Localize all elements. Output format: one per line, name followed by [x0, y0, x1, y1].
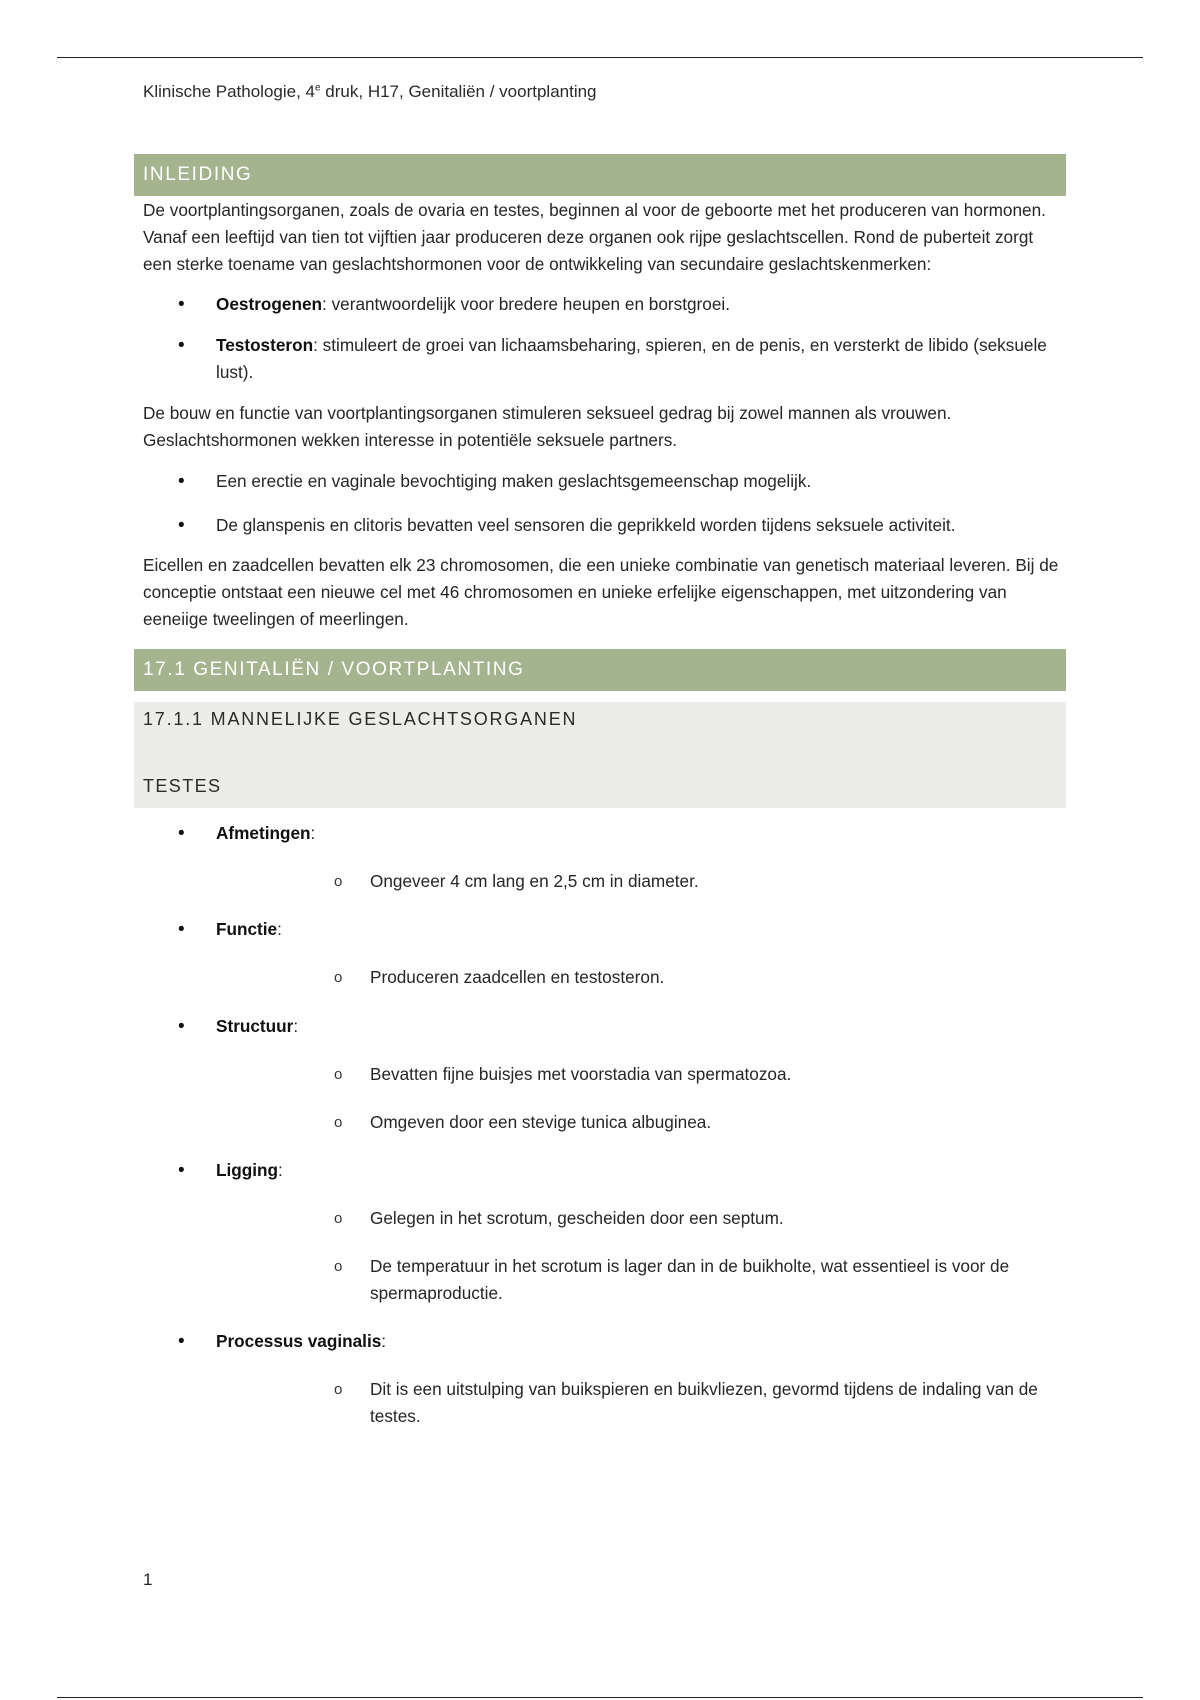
term-suffix: : — [278, 1160, 283, 1180]
subheading-testes: TESTES — [143, 776, 222, 796]
bottom-rule — [57, 1697, 1143, 1698]
bullet-text: : verantwoordelijk voor bredere heupen en borstgroei. — [322, 294, 730, 314]
sub-list-item: o De temperatuur in het scrotum is lager dan in de buikholte, wat essentieel is voor de spermaproductie. — [216, 1253, 1066, 1307]
testes-list — [134, 820, 1066, 1430]
sub-list-item: o Dit is een uitstulping van buikspieren en buikvliezen, gevormd tijdens de indaling van de testes. — [216, 1376, 1066, 1430]
sub-list-item: o Produceren zaadcellen en testosteron. — [216, 964, 1066, 991]
term-functie: Functie — [216, 919, 278, 939]
intro-paragraph-2: De bouw en functie van voortplantingsorganen stimuleren seksueel gedrag bij zowel mannen als vrouwen. Geslachtshormonen wekken interesse in potentiële seksuele partners. — [143, 403, 952, 450]
sub-list — [216, 964, 1066, 991]
sexual-function-list — [134, 468, 1066, 539]
sub-list-item: o Ongeveer 4 cm lang en 2,5 cm in diameter. — [216, 868, 1066, 895]
top-rule — [57, 57, 1143, 58]
list-item — [134, 1157, 1066, 1307]
subheading-mannelijke-geslachtsorganen: 17.1.1 MANNELIJKE GESLACHTSORGANEN — [143, 709, 578, 729]
intro-paragraph-1: De voortplantingsorganen, zoals de ovaria en testes, beginnen al voor de geboorte met het produceren van hormonen. Vanaf een leeftijd van tien tot vijftien jaar produceren deze organen ook rijpe geslachtscellen. Rond de puberteit zorgt een sterke toename van geslachtshormonen voor de ontwikkeling van secundaire geslachtskenmerken: — [143, 200, 1046, 274]
sub-list — [216, 1205, 1066, 1307]
bullet-text: : stimuleert de groei van lichaamsbeharing, spieren, en de penis, en versterkt de libido (seksuele lust). — [216, 335, 1047, 382]
list-item — [134, 820, 1066, 895]
intro-paragraph-3: Eicellen en zaadcellen bevatten elk 23 chromosomen, die een unieke combinatie van genetisch materiaal leveren. Bij de conceptie ontstaat een nieuwe cel met 46 chromosomen en unieke erfelijke eigenschappen, met uitzondering van eeneiige tweelingen of meerlingen. — [143, 555, 1059, 629]
list-item — [134, 291, 1066, 318]
header-superscript: e — [315, 82, 321, 94]
header-text-end: druk, H17, Genitaliën / voortplanting — [320, 82, 597, 101]
sub-list-item: o Omgeven door een stevige tunica albuginea. — [216, 1109, 1066, 1136]
list-item: • De glanspenis en clitoris bevatten veel sensoren die geprikkeld worden tijdens seksuele activiteit. — [134, 512, 1066, 539]
list-item — [134, 332, 1066, 386]
term-structuur: Structuur — [216, 1016, 294, 1036]
list-item — [134, 1328, 1066, 1430]
term-processus-vaginalis: Processus vaginalis — [216, 1331, 382, 1351]
section-heading-inleiding: INLEIDING — [134, 154, 1066, 196]
list-item — [134, 916, 1066, 991]
header-text: Klinische Pathologie, 4 — [143, 82, 316, 101]
term-suffix: : — [293, 1016, 299, 1036]
term-oestrogenen: Oestrogenen — [216, 294, 323, 314]
page-number: 1 — [143, 1570, 153, 1589]
page-content — [134, 154, 1066, 1430]
running-header — [143, 82, 597, 102]
term-suffix: : — [277, 919, 282, 939]
term-suffix: : — [310, 823, 316, 843]
subheading-box — [134, 702, 1066, 808]
hormones-list — [134, 291, 1066, 386]
sub-list — [216, 1376, 1066, 1430]
term-afmetingen: Afmetingen — [216, 823, 311, 843]
sub-list-item: o Gelegen in het scrotum, gescheiden door een septum. — [216, 1205, 1066, 1232]
section-heading-genitalien: 17.1 GENITALIËN / VOORTPLANTING — [134, 649, 1066, 691]
list-item — [134, 1013, 1066, 1136]
sub-list-item: o Bevatten fijne buisjes met voorstadia van spermatozoa. — [216, 1061, 1066, 1088]
term-testosteron: Testosteron — [216, 335, 314, 355]
sub-list — [216, 868, 1066, 895]
list-item: • Een erectie en vaginale bevochtiging maken geslachtsgemeenschap mogelijk. — [134, 468, 1066, 495]
term-ligging: Ligging — [216, 1160, 279, 1180]
term-suffix: : — [381, 1331, 387, 1351]
sub-list — [216, 1061, 1066, 1136]
